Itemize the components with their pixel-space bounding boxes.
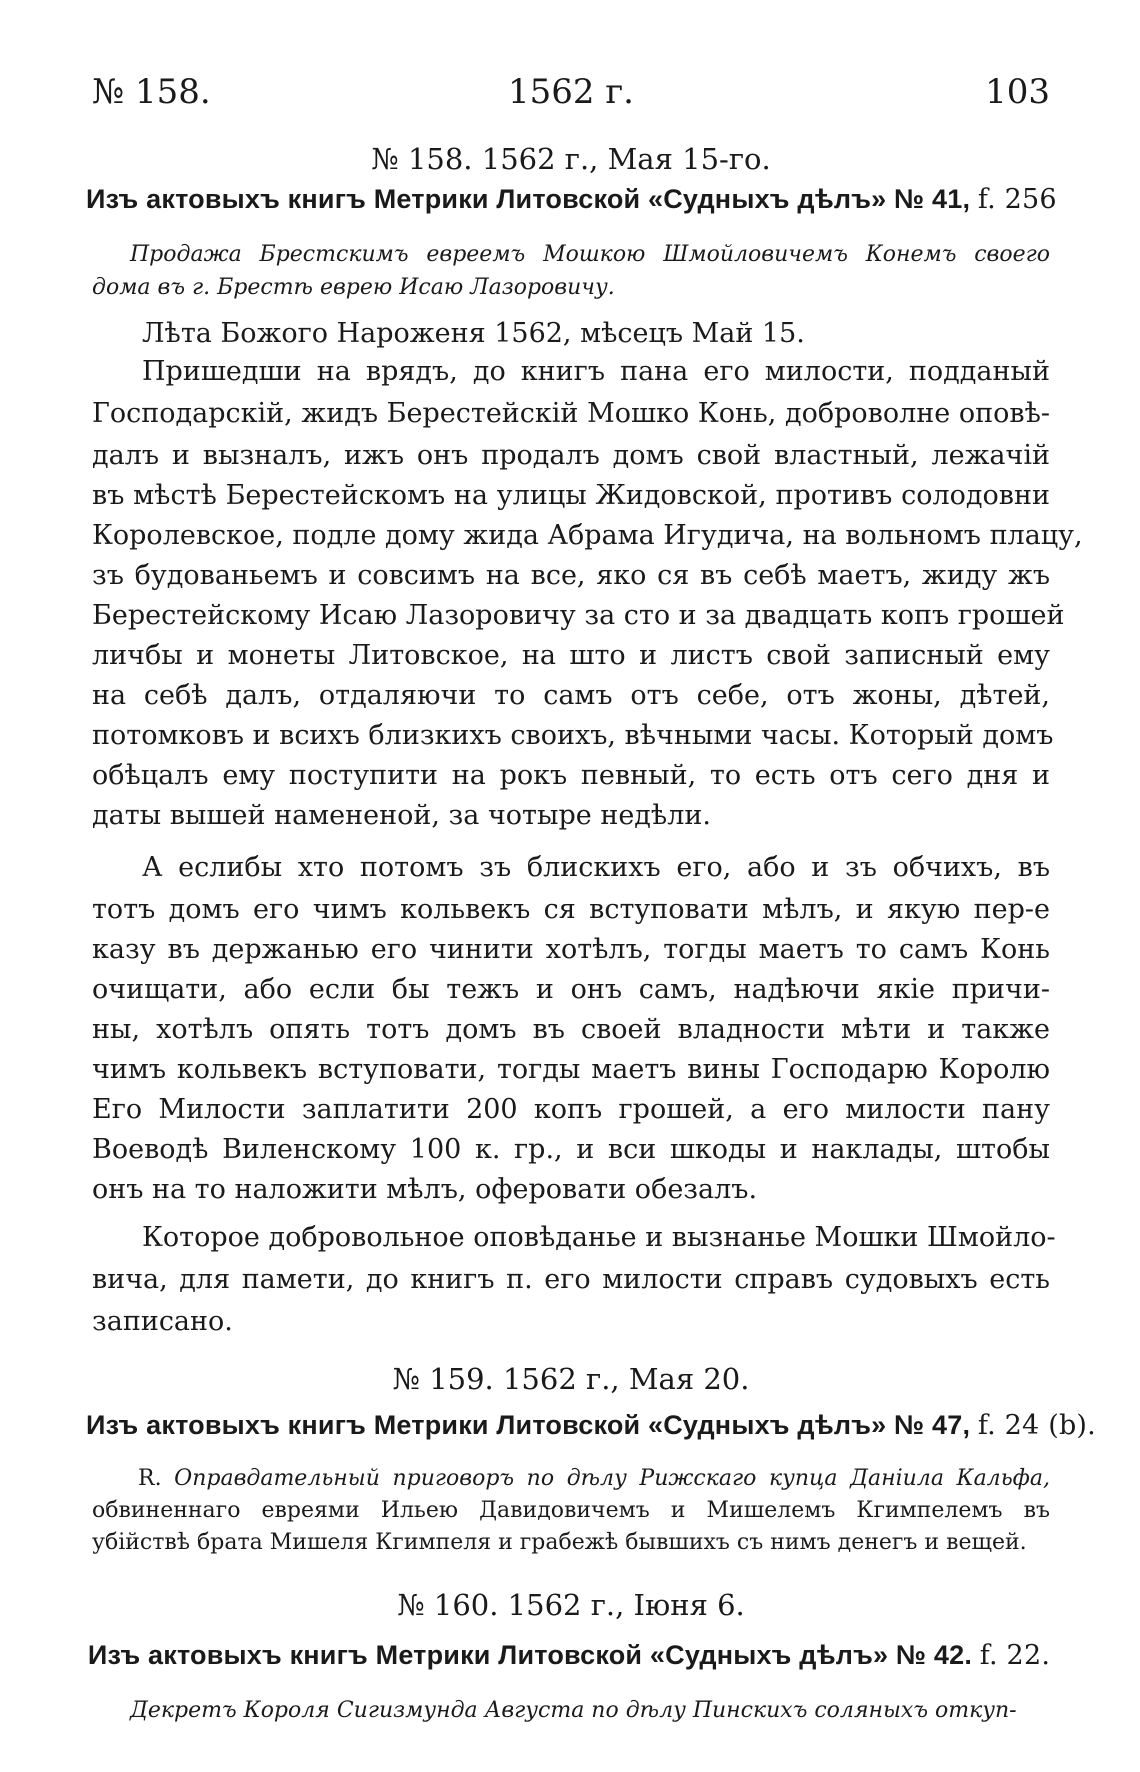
doc158-line-5: въ мѣстѣ Берестейскомъ на улицы Жидовской, противъ солодовни (92, 480, 1050, 511)
doc159-summary (92, 1463, 1050, 1559)
doc159-title: № 159. 1562 г., Мая 20. (392, 1362, 750, 1396)
doc158-line-11: потомковъ и всихъ близкихъ своихъ, вѣчными часы. Который домъ (92, 720, 1054, 751)
doc160-source (86, 1640, 1052, 1671)
doc158-line-18: ны, хотѣлъ опять тотъ домъ въ своей владности мѣти и также (92, 1014, 1050, 1045)
doc160-source-main: Изъ актовыхъ книгъ Метрики Литовской «Судныхъ дѣлъ» № 42. (87, 1640, 973, 1670)
doc158-line-13: даты вышей намененой, за чотыре недѣли. (92, 800, 711, 831)
doc158-line-12: обѣцалъ ему поступити на рокъ певный, то есть отъ сего дня и (92, 760, 1050, 791)
header-year: 1562 г. (508, 72, 634, 112)
doc158-line-9: личбы и монеты Литовское, на што и листъ свой записный ему (92, 640, 1050, 671)
doc158-line-20: Его Милости заплатити 200 копъ грошей, а его милости пану (92, 1094, 1050, 1125)
doc160-source-folio: f. 22. (979, 1640, 1051, 1671)
doc158-line-21: Воеводѣ Виленскому 100 к. гр., и вси шкоды и наклады, штобы (92, 1134, 1050, 1165)
doc158-line-2: Пришедши на врядъ, до книгъ пана его милости, подданый (142, 356, 1050, 387)
doc158-line-19: чимъ кольвекъ вступовати, тогды маетъ вины Господарю Королю (92, 1054, 1050, 1085)
doc159-summary-mark: R. (138, 1466, 162, 1491)
doc158-line-8: Берестейскому Исаю Лазоровичу за сто и за двадцать копъ грошей (92, 600, 1065, 631)
doc159-source (86, 1410, 1096, 1441)
doc158-line-1: Лѣта Божого Нароженя 1562, мѣсецъ Май 15. (142, 318, 805, 349)
doc159-summary-rest: обвиненнаго евреями Ильею Давидовичемъ и Мишелемъ Кгимпелемъ въ убійствѣ брата Мишеля Кгимпеля и грабежѣ бывшихъ съ нимъ денегъ и вещей. (92, 1498, 1050, 1555)
doc158-line-10: на себѣ далъ, отдаляючи то самъ отъ себе, отъ жоны, дѣтей, (92, 680, 1050, 711)
doc158-line-14: А еслибы хто потомъ зъ блискихъ его, або и зъ обчихъ, въ (142, 852, 1050, 883)
doc158-title: № 158. 1562 г., Мая 15-го. (371, 142, 771, 176)
doc158-line-7: зъ будованьемъ и совсимъ на все, яко ся въ себѣ маетъ, жиду жъ (92, 560, 1050, 591)
doc158-line-25: записано. (92, 1306, 233, 1337)
doc158-source (86, 184, 1057, 215)
doc158-line-24: вича, для памети, до книгъ п. его милости справъ судовыхъ есть (92, 1264, 1050, 1295)
doc160-title: № 160. 1562 г., Іюня 6. (397, 1588, 745, 1622)
page-header (92, 72, 1050, 122)
doc158-line-3: Господарскій, жидъ Берестейскій Мошко Конь, доброволне оповѣ- (92, 398, 1050, 429)
doc159-source-main: Изъ актовыхъ книгъ Метрики Литовской «Судныхъ дѣлъ» № 47, (86, 1410, 971, 1440)
doc158-line-22: онъ на то наложити мѣлъ, оферовати обезалъ. (92, 1174, 758, 1205)
doc160-summary (92, 1694, 1050, 1727)
doc158-line-17: очищати, або если бы тежъ и онъ самъ, надѣючи якіе причи- (92, 974, 1050, 1005)
doc158-source-folio: f. 256 (977, 184, 1057, 215)
doc158-line-6: Королевское, подле дому жида Абрама Игудича, на вольномъ плацу, (92, 520, 1083, 551)
doc158-line-23: Которое добровольное оповѣданье и вызнанье Мошки Шмойло- (142, 1222, 1056, 1253)
page-number: 103 (985, 72, 1050, 112)
doc158-line-16: казу въ держанью его чинити хотѣлъ, тогды маетъ то самъ Конь (92, 934, 1050, 965)
doc160-summary-text: Декретъ Короля Сигизмунда Августа по дѣлу Пинскихъ соляныхъ откуп- (130, 1698, 1017, 1723)
doc159-source-folio: f. 24 (b). (977, 1410, 1096, 1441)
doc158-summary (92, 238, 1050, 304)
doc159-summary-italic: Оправдательный приговоръ по дѣлу Рижскаго купца Даніила Кальфа, (174, 1466, 1050, 1491)
doc158-line-4: далъ и вызналъ, ижъ онъ продалъ домъ свой властный, лежачій (92, 440, 1050, 471)
doc158-summary-text: Продажа Брестскимъ евреемъ Мошкою Шмойловичемъ Конемъ своего дома въ г. Брестѣ еврею Исаю Лазоровичу. (92, 242, 1050, 300)
header-document-number: № 158. (92, 72, 211, 112)
doc158-line-15: тотъ домъ его чимъ кольвекъ ся вступовати мѣлъ, и якую пер-е (92, 894, 1050, 925)
doc158-source-main: Изъ актовыхъ книгъ Метрики Литовской «Судныхъ дѣлъ» № 41, (86, 184, 971, 214)
